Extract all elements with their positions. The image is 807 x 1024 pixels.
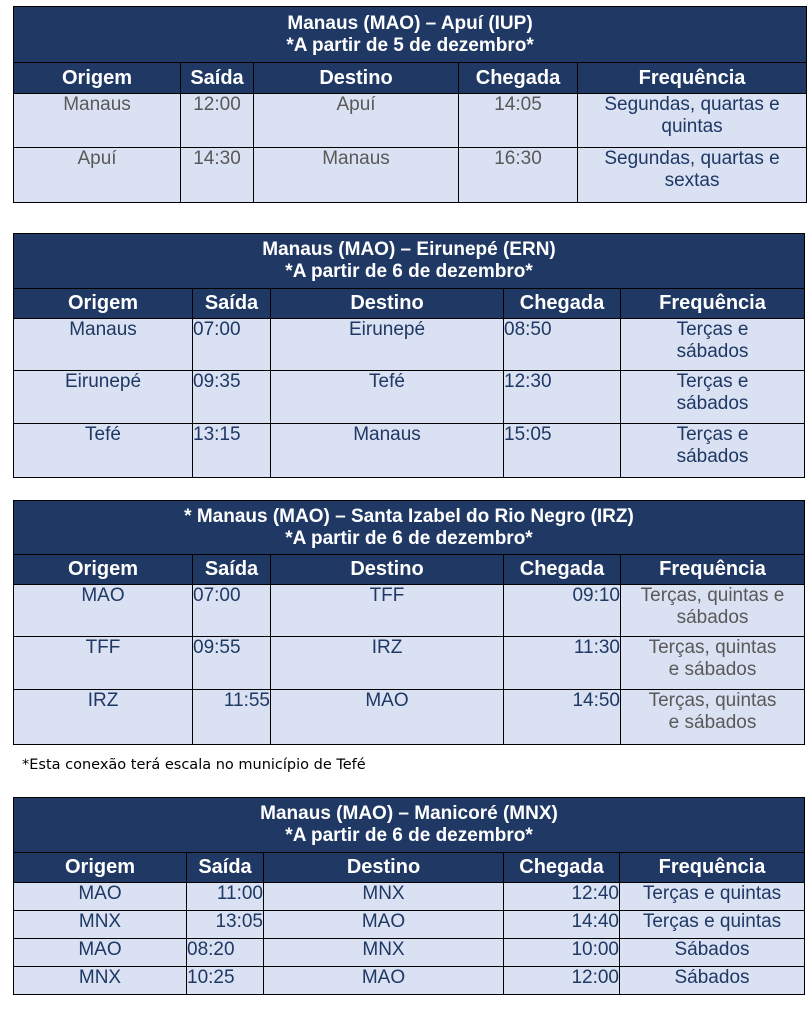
cell-destino: Manaus: [271, 424, 504, 478]
column-header-chegada: Chegada: [504, 853, 620, 883]
table-subtitle: *A partir de 5 de dezembro*: [286, 34, 534, 56]
cell-origem: MAO: [14, 939, 187, 967]
cell-chegada: 08:50: [504, 319, 621, 371]
cell-destino: MNX: [264, 939, 504, 967]
cell-chegada: 14:05: [459, 94, 578, 148]
column-header-saida: Saída: [193, 555, 271, 585]
cell-saida: 10:25: [187, 967, 264, 995]
column-header-chegada: Chegada: [504, 555, 621, 585]
frequencia-line: sábados: [676, 607, 749, 628]
table-subtitle: *A partir de 6 de dezembro*: [285, 825, 533, 846]
table-row: [14, 911, 805, 939]
table-row: [14, 319, 805, 371]
table-title-cell: [14, 7, 807, 63]
cell-chegada: 10:00: [504, 939, 620, 967]
cell-chegada: 14:40: [504, 911, 620, 939]
cell-origem: Manaus: [14, 319, 193, 371]
cell-frequencia: Sábados: [620, 939, 805, 967]
table-title: Manaus (MAO) – Apuí (IUP): [287, 12, 533, 34]
cell-chegada: 16:30: [459, 148, 578, 203]
cell-destino: Tefé: [271, 371, 504, 424]
cell-chegada: 09:10: [504, 585, 621, 637]
table-row: [14, 939, 805, 967]
cell-saida: 12:00: [181, 94, 254, 148]
table-row: [14, 967, 805, 995]
cell-frequencia: [621, 690, 805, 745]
cell-saida: 13:15: [193, 424, 271, 478]
cell-destino: TFF: [271, 585, 504, 637]
cell-destino: MAO: [264, 967, 504, 995]
cell-chegada: 14:50: [504, 690, 621, 745]
table-title: Manaus (MAO) – Eirunepé (ERN): [262, 239, 556, 260]
cell-destino: MAO: [264, 911, 504, 939]
table-row: [14, 585, 805, 637]
cell-destino: MAO: [271, 690, 504, 745]
cell-chegada: 12:00: [504, 967, 620, 995]
column-header-frequencia: Frequência: [578, 63, 807, 94]
column-header-destino: Destino: [271, 555, 504, 585]
cell-destino: Apuí: [254, 94, 459, 148]
cell-frequencia: Terças e quintas: [620, 883, 805, 911]
cell-saida: 11:00: [187, 883, 264, 911]
cell-saida: 08:20: [187, 939, 264, 967]
table-subtitle: *A partir de 6 de dezembro*: [285, 261, 533, 282]
cell-origem: MNX: [14, 911, 187, 939]
cell-origem: IRZ: [14, 690, 193, 745]
cell-origem: Apuí: [14, 148, 181, 203]
column-header-frequencia: Frequência: [621, 555, 805, 585]
table-row: [14, 371, 805, 424]
cell-frequencia: [578, 94, 807, 148]
cell-saida: 09:55: [193, 637, 271, 690]
table-subtitle: *A partir de 6 de dezembro*: [285, 527, 533, 549]
table-title: Manaus (MAO) – Manicoré (MNX): [260, 803, 558, 824]
column-header-origem: Origem: [14, 63, 181, 94]
cell-chegada: 12:30: [504, 371, 621, 424]
table-row: [14, 637, 805, 690]
cell-saida: 14:30: [181, 148, 254, 203]
column-header-destino: Destino: [271, 289, 504, 319]
schedule-table-eirunepe: [13, 233, 805, 478]
cell-chegada: 12:40: [504, 883, 620, 911]
frequencia-line: e sábados: [668, 659, 757, 680]
frequencia-line: e sábados: [668, 712, 757, 733]
frequencia-line: Terças e: [676, 371, 749, 392]
table-title-cell: [14, 234, 805, 289]
frequencia-line: Terças e: [676, 424, 749, 445]
table-row: [14, 148, 807, 203]
cell-chegada: 15:05: [504, 424, 621, 478]
cell-frequencia: [578, 148, 807, 203]
cell-frequencia: [621, 637, 805, 690]
cell-destino: MNX: [264, 883, 504, 911]
table-title: * Manaus (MAO) – Santa Izabel do Rio Negro (IRZ): [184, 505, 634, 527]
column-header-saida: Saída: [193, 289, 271, 319]
cell-origem: MAO: [14, 585, 193, 637]
cell-saida: 11:55: [193, 690, 271, 745]
schedule-table-manicore: [13, 797, 805, 995]
cell-origem: TFF: [14, 637, 193, 690]
frequencia-line: sábados: [676, 446, 749, 467]
footnote: *Esta conexão terá escala no município de Tefé: [22, 757, 366, 773]
cell-origem: MAO: [14, 883, 187, 911]
frequencia-line: quintas: [661, 116, 723, 137]
cell-destino: Eirunepé: [271, 319, 504, 371]
column-header-frequencia: Frequência: [621, 289, 805, 319]
table-row: [14, 883, 805, 911]
table-row: [14, 424, 805, 478]
column-header-chegada: Chegada: [459, 63, 578, 94]
table-title-cell: [14, 501, 805, 555]
column-header-chegada: Chegada: [504, 289, 621, 319]
column-header-destino: Destino: [264, 853, 504, 883]
column-header-frequencia: Frequência: [620, 853, 805, 883]
table-title-cell: [14, 798, 805, 853]
cell-origem: MNX: [14, 967, 187, 995]
cell-frequencia: Terças e quintas: [620, 911, 805, 939]
column-header-saida: Saída: [181, 63, 254, 94]
cell-saida: 07:00: [193, 585, 271, 637]
column-header-origem: Origem: [14, 853, 187, 883]
cell-frequencia: [621, 319, 805, 371]
cell-origem: Eirunepé: [14, 371, 193, 424]
cell-chegada: 11:30: [504, 637, 621, 690]
frequencia-line: Segundas, quartas e: [604, 94, 780, 115]
cell-destino: Manaus: [254, 148, 459, 203]
cell-destino: IRZ: [271, 637, 504, 690]
frequencia-line: Terças, quintas e: [640, 585, 785, 606]
table-row: [14, 690, 805, 745]
cell-frequencia: [621, 371, 805, 424]
frequencia-line: sextas: [664, 170, 720, 191]
schedule-table-apui: [13, 6, 807, 203]
column-header-saida: Saída: [187, 853, 264, 883]
frequencia-line: Terças, quintas: [648, 690, 777, 711]
cell-origem: Tefé: [14, 424, 193, 478]
column-header-destino: Destino: [254, 63, 459, 94]
cell-origem: Manaus: [14, 94, 181, 148]
cell-frequencia: Sábados: [620, 967, 805, 995]
frequencia-line: Segundas, quartas e: [604, 148, 780, 169]
cell-frequencia: [621, 585, 805, 637]
frequencia-line: sábados: [676, 393, 749, 414]
column-header-origem: Origem: [14, 555, 193, 585]
cell-frequencia: [621, 424, 805, 478]
frequencia-line: sábados: [676, 341, 749, 362]
frequencia-line: Terças, quintas: [648, 637, 777, 658]
schedule-table-santa-izabel: [13, 500, 805, 745]
cell-saida: 07:00: [193, 319, 271, 371]
frequencia-line: Terças e: [676, 319, 749, 340]
table-row: [14, 94, 807, 148]
cell-saida: 13:05: [187, 911, 264, 939]
column-header-origem: Origem: [14, 289, 193, 319]
cell-saida: 09:35: [193, 371, 271, 424]
